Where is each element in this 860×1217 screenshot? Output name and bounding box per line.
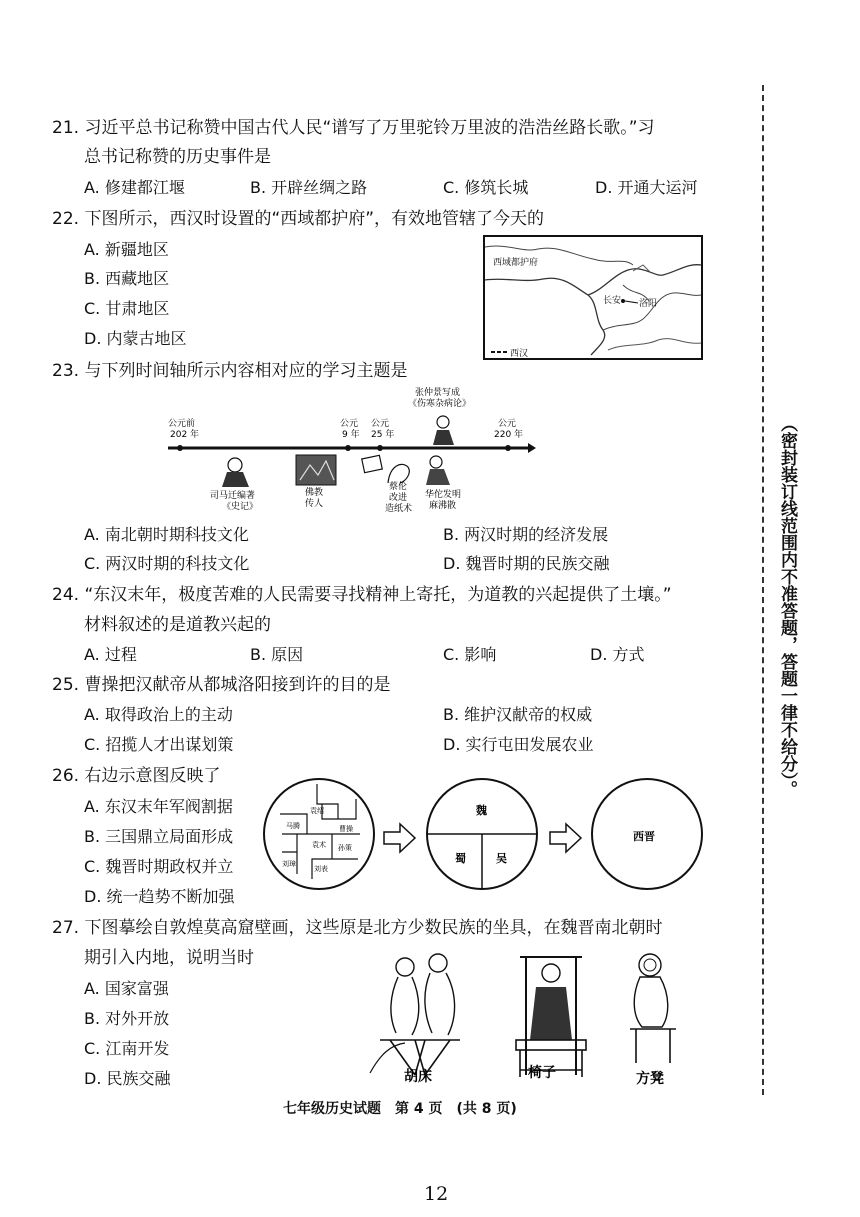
- q26-diagram: [262, 774, 707, 894]
- q23-option-a[interactable]: A. 南北朝时期科技文化: [84, 525, 249, 544]
- q22-option-c[interactable]: C. 甘肃地区: [84, 299, 170, 318]
- q27-option-a[interactable]: A. 国家富强: [84, 979, 169, 998]
- zhang-figure: [433, 416, 454, 445]
- caption-chair: 椅子: [528, 1065, 556, 1081]
- page-number: 12: [424, 1183, 449, 1205]
- event-sima-line2: 《史记》: [222, 502, 259, 512]
- kingdom-shu: 蜀: [455, 852, 466, 865]
- event-cailun-line3: 造纸术: [385, 504, 413, 514]
- q23-option-d[interactable]: D. 魏晋时期的民族交融: [443, 554, 610, 573]
- event-buddhism-line2: 传人: [305, 499, 324, 509]
- warlord-sunce: 孙策: [338, 844, 352, 852]
- warlord-yuanshao: 袁绍: [310, 807, 324, 815]
- q26-option-c[interactable]: C. 魏晋时期政权并立: [84, 857, 234, 876]
- tick-9ad-line1: 公元: [340, 419, 359, 429]
- q26-stem: 26. 右边示意图反映了: [52, 766, 221, 786]
- page-footer: 七年级历史试题 第 4 页 (共 8 页): [283, 1101, 517, 1117]
- western-han-map: [483, 235, 703, 360]
- q27-option-b[interactable]: B. 对外开放: [84, 1009, 170, 1028]
- warlord-liuzhang: 刘璋: [282, 860, 296, 868]
- q23-timeline: [160, 385, 540, 520]
- q21-option-a[interactable]: A. 修建都江堰: [84, 178, 185, 197]
- q22-option-a[interactable]: A. 新疆地区: [84, 240, 169, 259]
- tick-220ad-line1: 公元: [498, 419, 517, 429]
- q25-option-d[interactable]: D. 实行屯田发展农业: [443, 735, 594, 754]
- western-jin-circle: [592, 779, 702, 889]
- q23-stem: 23. 与下列时间轴所示内容相对应的学习主题是: [52, 361, 408, 381]
- q26-option-a[interactable]: A. 东汉末年军阀割据: [84, 797, 233, 816]
- chair-illustration: [516, 957, 586, 1077]
- tick-25ad-line2: 25 年: [371, 430, 395, 440]
- q24-line2: 材料叙述的是道教兴起的: [84, 615, 271, 635]
- q25-option-c[interactable]: C. 招揽人才出谋划策: [84, 735, 234, 754]
- event-cailun-line1: 蔡伦: [389, 482, 408, 492]
- map-label-luoyang: 洛阳: [639, 299, 658, 309]
- warlord-mateng: 马腾: [286, 822, 300, 830]
- event-buddhism-line1: 佛教: [305, 488, 324, 498]
- event-zhang-line1: 张仲景写成: [415, 388, 461, 398]
- warlords-circle: [264, 779, 374, 889]
- tick-9ad-line2: 9 年: [342, 430, 360, 440]
- q21-line2: 总书记称赞的历史事件是: [84, 147, 271, 167]
- map-legend: 西汉: [510, 349, 529, 359]
- event-huatuo-line2: 麻沸散: [429, 501, 457, 511]
- final-western-jin: 西晋: [633, 830, 655, 843]
- q27-line2: 期引入内地，说明当时: [84, 948, 254, 968]
- event-cailun-line2: 改进: [389, 493, 408, 503]
- caption-square-stool: 方凳: [636, 1071, 664, 1087]
- kingdom-wei: 魏: [476, 804, 487, 817]
- q27-line1: 27. 下图摹绘自敦煌莫高窟壁画，这些原是北方少数民族的坐具，在魏晋南北朝时: [52, 918, 663, 938]
- q27-option-d[interactable]: D. 民族交融: [84, 1069, 171, 1088]
- arrow-icon-2: [550, 824, 581, 852]
- tick-202bc-line1: 公元前: [168, 419, 196, 429]
- map-label-changan: 长安: [603, 296, 622, 306]
- q22-stem: 22. 下图所示，西汉时设置的“西域都护府”，有效地管辖了今天的: [52, 209, 545, 229]
- cai-lun-figure: [362, 455, 410, 483]
- event-zhang-line2: 《伤寒杂病论》: [408, 399, 472, 409]
- q25-option-a[interactable]: A. 取得政治上的主动: [84, 705, 233, 724]
- tick-25ad-line1: 公元: [371, 419, 390, 429]
- three-kingdoms-circle: [427, 779, 537, 889]
- q21-option-d[interactable]: D. 开通大运河: [595, 178, 698, 197]
- map-label-region: 西域都护府: [493, 258, 539, 268]
- q24-option-c[interactable]: C. 影响: [443, 645, 497, 664]
- warlord-caocao: 曹操: [339, 825, 353, 833]
- q24-option-b[interactable]: B. 原因: [250, 645, 304, 664]
- q22-option-d[interactable]: D. 内蒙古地区: [84, 329, 187, 348]
- hu-bed-illustration: [370, 954, 460, 1075]
- binding-cut-line: [762, 85, 764, 1095]
- q23-option-c[interactable]: C. 两汉时期的科技文化: [84, 554, 250, 573]
- q24-line1: 24. “东汉末年，极度苦难的人民需要寻找精神上寄托，为道教的兴起提供了土壤。”: [52, 585, 672, 605]
- q23-option-b[interactable]: B. 两汉时期的经济发展: [443, 525, 609, 544]
- warlord-liubiao: 刘表: [314, 865, 328, 873]
- q27-option-c[interactable]: C. 江南开发: [84, 1039, 170, 1058]
- q24-option-a[interactable]: A. 过程: [84, 645, 137, 664]
- q24-option-d[interactable]: D. 方式: [590, 645, 645, 664]
- event-sima-line1: 司马迁编著: [210, 491, 256, 501]
- seal-note: （密封装订线范围内不准答题，答题一律不给分）。: [777, 415, 797, 798]
- q26-option-d[interactable]: D. 统一趋势不断加强: [84, 887, 235, 906]
- q21-option-c[interactable]: C. 修筑长城: [443, 178, 529, 197]
- arrow-icon-1: [384, 824, 415, 852]
- sima-qian-figure: [222, 458, 249, 487]
- q21-option-b[interactable]: B. 开辟丝绸之路: [250, 178, 368, 197]
- q25-option-b[interactable]: B. 维护汉献帝的权威: [443, 705, 593, 724]
- hua-tuo-figure: [426, 456, 450, 485]
- q21-line1: 21. 习近平总书记称赞中国古代人民“谱写了万里驼铃万里波的浩浩丝路长歌。”习: [52, 118, 655, 138]
- square-stool-illustration: [630, 954, 676, 1063]
- q26-option-b[interactable]: B. 三国鼎立局面形成: [84, 827, 234, 846]
- tick-202bc-line2: 202 年: [170, 430, 200, 440]
- caption-hu-bed: 胡床: [404, 1069, 432, 1085]
- kingdom-wu: 吴: [496, 852, 507, 865]
- event-huatuo-line1: 华佗发明: [425, 490, 462, 500]
- tick-220ad-line2: 220 年: [494, 430, 524, 440]
- q25-stem: 25. 曹操把汉献帝从都城洛阳接到许的目的是: [52, 675, 391, 695]
- warlord-yuanshu: 袁术: [312, 841, 326, 849]
- q27-illustrations: [360, 945, 730, 1095]
- q22-option-b[interactable]: B. 西藏地区: [84, 269, 170, 288]
